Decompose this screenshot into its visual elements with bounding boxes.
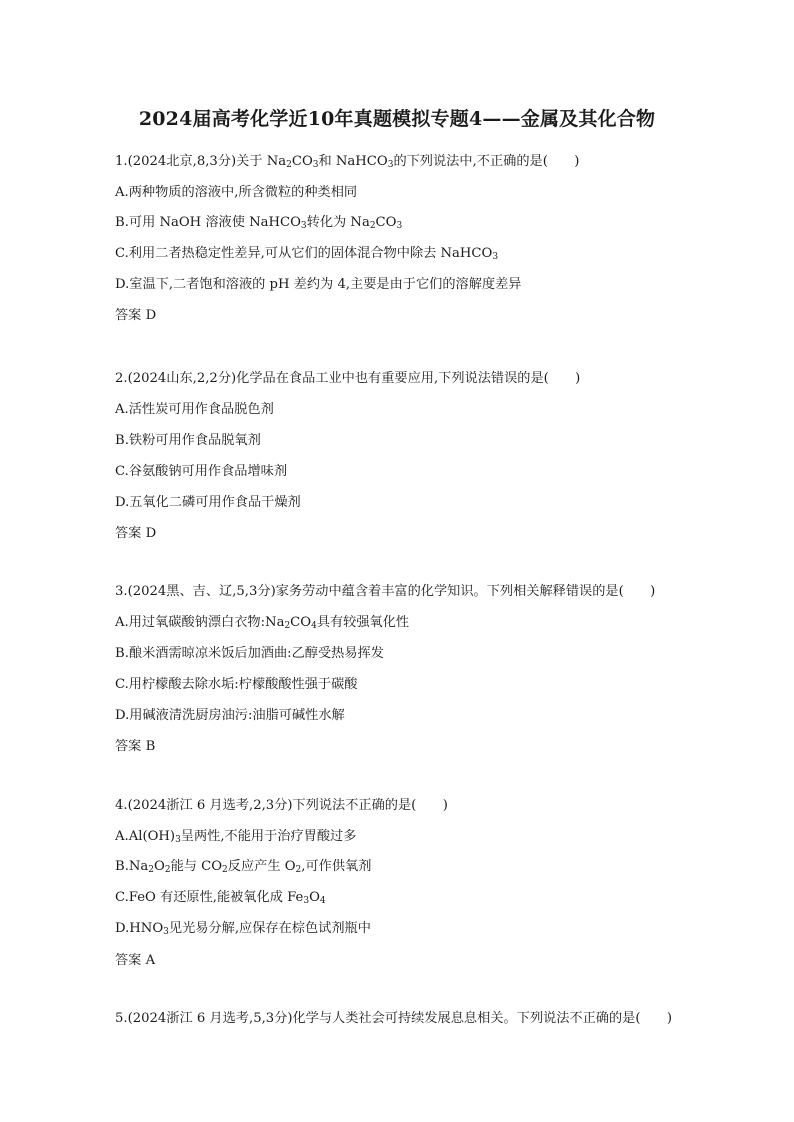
text-segment: B.Na [115,859,149,874]
subscript-text: 3 [492,252,499,262]
text-segment: B.酿米酒需晾凉米饭后加酒曲:乙醇受热易挥发 [115,646,384,661]
answer-option [115,707,345,725]
text-segment: 呈两性,不能用于治疗胃酸过多 [180,829,357,844]
answer-key: 答案 D [115,526,157,541]
answer-option [115,858,371,876]
text-segment: 具有较强氧化性 [316,615,410,630]
question-stem [115,1010,672,1028]
text-segment: 4.(2024浙江 6 月选考,2,3分)下列说法不正确的是( ) [115,798,448,813]
subscript-text: 2 [222,865,228,875]
text-segment: 转化为 Na [306,215,370,230]
subscript-text: 3 [312,160,319,170]
text-segment: D.五氧化二磷可用作食品干燥剂 [115,495,301,510]
question-stem [115,583,655,601]
answer-option [115,676,357,694]
answer-option [115,645,384,663]
text-segment: D.HNO [115,921,164,936]
answer-option [115,463,287,481]
subscript-text: 3 [303,896,310,906]
subscript-text: 2 [286,160,292,170]
text-segment: D.室温下,二者饱和溶液的 pH 差约为 4,主要是由于它们的溶解度差异 [115,277,522,292]
question-stem [115,153,579,171]
text-segment: CO [291,154,313,169]
text-segment: A.Al(OH) [115,829,176,844]
subscript-text: 3 [396,221,403,231]
answer-option [115,214,402,232]
subscript-text: 4 [319,896,326,906]
text-segment: C.利用二者热稳定性差异,可从它们的固体混合物中除去 NaHCO [115,246,493,261]
answer-key: 答案 B [115,739,156,754]
answer-option [115,494,301,512]
answer-option [115,614,409,632]
text-segment: CO [290,615,312,630]
text-segment: ,可作供氧剂 [301,859,372,874]
answer-key: 答案 A [115,953,156,968]
text-segment: C.用柠檬酸去除水垢:柠檬酸酸性强于碳酸 [115,677,358,692]
answer-option [115,276,521,294]
text-segment: 反应产生 O [227,859,296,874]
subscript-text: 3 [163,927,169,937]
text-segment: 能与 CO [170,859,223,874]
text-segment: A.两种物质的溶液中,所含微粒的种类相同 [115,185,358,200]
text-segment: CO [375,215,397,230]
text-segment: C.FeO 有还原性,能被氧化成 Fe [115,890,304,905]
text-segment: A.活性炭可用作食品脱色剂 [115,402,274,417]
answer-key: 答案 D [115,308,157,323]
text-segment: B.可用 NaOH 溶液使 NaHCO [115,215,301,230]
subscript-text: 2 [295,865,302,875]
text-segment: 3.(2024黑、吉、辽,5,3分)家务劳动中蕴含着丰富的化学知识。下列相关解释错误的是( ) [115,584,656,599]
text-segment: O [154,859,165,874]
subscript-text: 2 [284,621,291,631]
subscript-text: 2 [369,221,376,231]
subscript-text: 3 [387,160,394,170]
text-segment: 见光易分解,应保存在棕色试剂瓶中 [168,921,371,936]
text-segment: A.用过氧碳酸钠漂白衣物:Na [115,615,285,630]
answer-option [115,432,261,450]
answer-option [115,828,356,846]
document-title: 2024届高考化学近10年真题模拟专题4——金属及其化合物 [138,108,656,130]
text-segment: 5.(2024浙江 6 月选考,5,3分)化学与人类社会可持续发展息息相关。下列说法不正确的是( ) [115,1011,673,1026]
text-segment: 和 NaHCO [318,154,388,169]
text-segment: 1.(2024北京,8,3分)关于 Na [115,154,287,169]
subscript-text: 2 [148,865,155,875]
question-stem [115,370,580,388]
answer-option [115,184,357,202]
text-segment: O [309,890,320,905]
text-segment: D.用碱液清洗厨房油污:油脂可碱性水解 [115,708,345,723]
text-segment: 2.(2024山东,2,2分)化学品在食品工业中也有重要应用,下列说法错误的是( ) [115,371,581,386]
answer-option [115,401,274,419]
answer-option [115,920,371,938]
subscript-text: 3 [175,835,181,845]
text-segment: C.谷氨酸钠可用作食品增味剂 [115,464,288,479]
question-stem [115,797,448,815]
subscript-text: 2 [164,865,171,875]
subscript-text: 4 [311,621,317,631]
answer-option [115,245,498,263]
answer-option [115,889,326,907]
text-segment: B.铁粉可用作食品脱氧剂 [115,433,261,448]
text-segment: 的下列说法中,不正确的是( ) [393,154,580,169]
subscript-text: 3 [300,221,307,231]
